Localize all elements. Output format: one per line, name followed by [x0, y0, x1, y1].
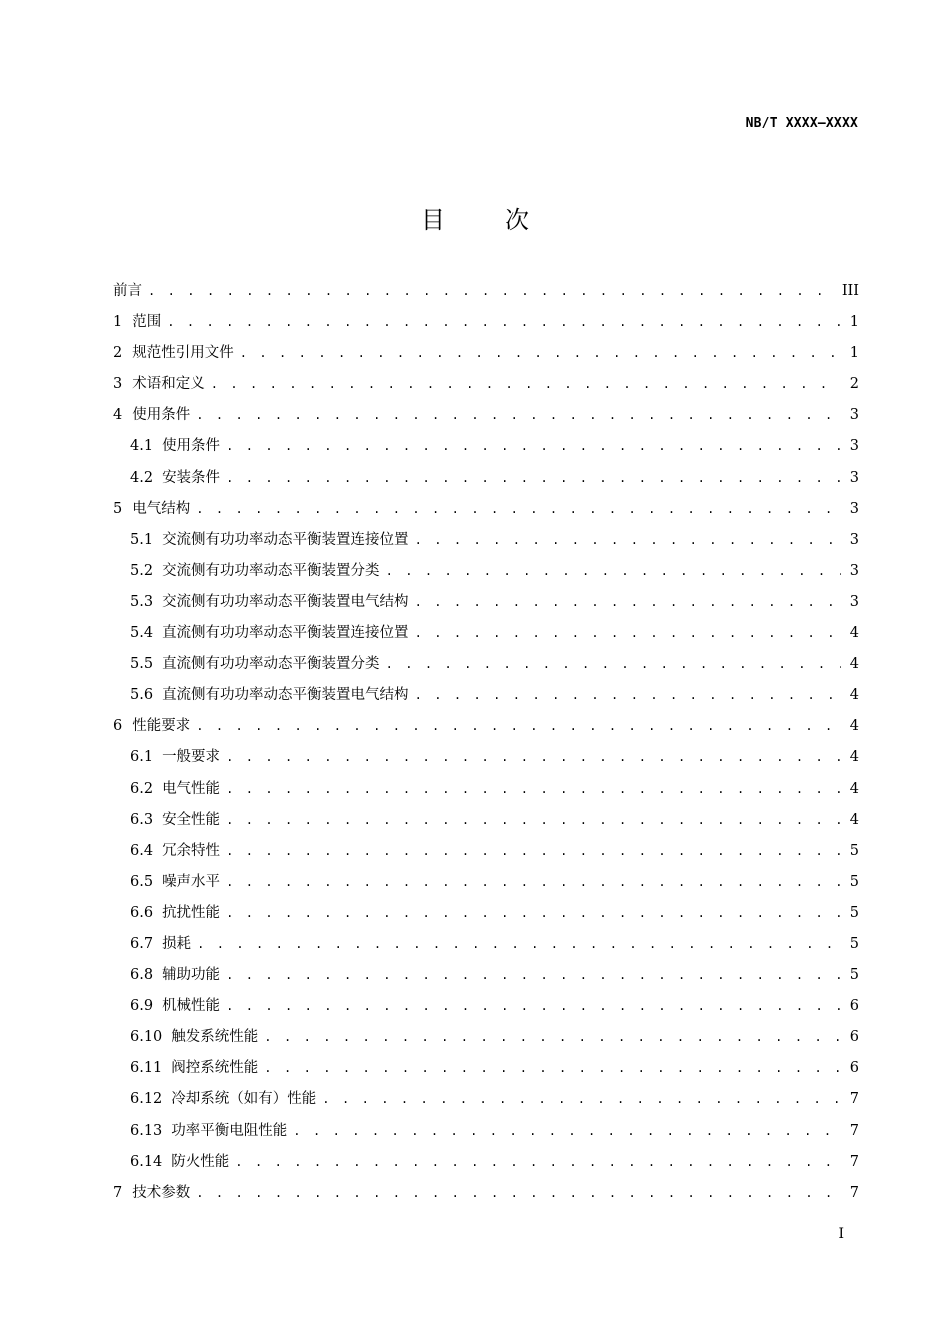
toc-entry-number: 6.1	[130, 749, 154, 766]
toc-entry[interactable]	[113, 714, 859, 745]
toc-dot-leader	[226, 777, 841, 802]
toc-entry-number: 6.8	[130, 967, 154, 984]
toc-entry-number: 4.2	[130, 469, 154, 486]
toc-dot-leader	[386, 652, 841, 677]
toc-dot-leader	[148, 279, 836, 304]
toc-entry-title: 功率平衡电阻性能	[171, 1122, 288, 1139]
toc-entry-title: 使用条件	[132, 407, 191, 424]
toc-dot-leader	[226, 466, 841, 491]
toc-dot-leader	[196, 403, 841, 428]
page-number: I	[838, 1226, 844, 1242]
toc-entry-title: 交流侧有功功率动态平衡装置连接位置	[162, 531, 409, 548]
toc-entry[interactable]	[113, 1056, 859, 1087]
toc-entry-number: 1	[113, 314, 123, 331]
toc-entry[interactable]	[113, 963, 859, 994]
toc-entry[interactable]	[113, 683, 859, 714]
toc-entry[interactable]	[113, 1119, 859, 1150]
toc-entry-title: 性能要求	[132, 718, 191, 735]
toc-entry[interactable]	[113, 1025, 859, 1056]
toc-entry-number: 6.13	[130, 1122, 163, 1139]
toc-entry-title: 触发系统性能	[171, 1029, 259, 1046]
toc-dot-leader	[264, 1056, 841, 1081]
toc-entry-page: 5	[849, 935, 859, 952]
toc-entry-page: 7	[849, 1184, 859, 1201]
toc-entry-title: 范围	[132, 314, 162, 331]
toc-dot-leader	[226, 994, 841, 1019]
toc-dot-leader	[196, 714, 841, 739]
toc-entry[interactable]	[113, 777, 859, 808]
toc-entry-page: 4	[849, 718, 859, 735]
toc-entry-title: 噪声水平	[162, 873, 221, 890]
toc-dot-leader	[293, 1119, 841, 1144]
toc-title-char: 目	[421, 206, 445, 234]
toc-entry[interactable]	[113, 559, 859, 590]
toc-entry-number: 6.5	[130, 873, 154, 890]
toc-entry-title: 前言	[113, 283, 142, 299]
toc-entry-title: 安全性能	[162, 811, 221, 828]
toc-entry-page: 6	[849, 1029, 859, 1046]
toc-entry-title: 交流侧有功功率动态平衡装置电气结构	[162, 593, 409, 610]
toc-dot-leader	[322, 1087, 841, 1112]
toc-dot-leader	[226, 901, 841, 926]
toc-entry-number: 6.6	[130, 904, 154, 921]
toc-entry-number: 6.10	[130, 1029, 163, 1046]
toc-entry[interactable]	[113, 1150, 859, 1181]
toc-entry-page: 3	[849, 593, 859, 610]
toc-entry-page: 7	[849, 1153, 859, 1170]
toc-entry-number: 5.2	[130, 562, 154, 579]
toc-dot-leader	[264, 1025, 841, 1050]
toc-dot-leader	[240, 341, 841, 366]
toc-entry[interactable]	[113, 870, 859, 901]
toc-entry[interactable]	[113, 372, 859, 403]
toc-entry-page: 1	[849, 345, 859, 362]
toc-dot-leader	[211, 372, 841, 397]
toc-entry-number: 5.1	[130, 531, 154, 548]
toc-dot-leader	[415, 590, 841, 615]
toc-entry-number: 5.3	[130, 593, 154, 610]
toc-entry-page: 2	[849, 376, 859, 393]
toc-entry-number: 6	[113, 718, 123, 735]
toc-dot-leader	[226, 434, 841, 459]
toc-entry[interactable]	[113, 403, 859, 434]
toc-entry-title: 辅助功能	[162, 967, 221, 984]
toc-dot-leader	[415, 528, 841, 553]
toc-entry-page: 7	[849, 1122, 859, 1139]
toc-entry[interactable]	[113, 901, 859, 932]
toc-entry-page: III	[841, 283, 859, 299]
toc-entry-page: 7	[849, 1091, 859, 1108]
toc-dot-leader	[386, 559, 841, 584]
toc-dot-leader	[415, 683, 841, 708]
toc-entry[interactable]	[113, 1181, 859, 1212]
toc-entry-title: 直流侧有功功率动态平衡装置连接位置	[162, 625, 409, 642]
toc-entry[interactable]	[113, 621, 859, 652]
toc-entry-page: 4	[849, 656, 859, 673]
toc-entry-title: 损耗	[162, 935, 192, 952]
toc-entry[interactable]	[113, 434, 859, 465]
toc-entry-title: 电气性能	[162, 780, 221, 797]
toc-entry-page: 3	[849, 438, 859, 455]
toc-entry-number: 6.14	[130, 1153, 163, 1170]
toc-entry-number: 3	[113, 376, 123, 393]
toc-entry-title: 电气结构	[132, 500, 191, 517]
toc-entry-title: 防火性能	[171, 1153, 230, 1170]
toc-entry-number: 6.4	[130, 842, 154, 859]
toc-dot-leader	[197, 932, 841, 957]
toc-entry[interactable]	[113, 994, 859, 1025]
toc-entry[interactable]	[113, 528, 859, 559]
toc-entry-title: 技术参数	[132, 1184, 191, 1201]
toc-entry[interactable]	[113, 497, 859, 528]
toc-entry-title: 直流侧有功功率动态平衡装置分类	[162, 656, 380, 673]
toc-dot-leader	[226, 870, 841, 895]
toc-dot-leader	[226, 745, 841, 770]
toc-entry-page: 5	[849, 967, 859, 984]
toc-title	[0, 200, 950, 235]
toc-entry-title: 机械性能	[162, 998, 221, 1015]
document-code: NB/T XXXX—XXXX	[745, 116, 858, 131]
toc-entry-page: 1	[849, 314, 859, 331]
toc-dot-leader	[415, 621, 841, 646]
toc-entry-page: 3	[849, 531, 859, 548]
toc-entry-page: 5	[849, 842, 859, 859]
toc-entry-page: 5	[849, 904, 859, 921]
toc-entry-number: 7	[113, 1184, 123, 1201]
toc-entry-title: 冷却系统（如有）性能	[171, 1091, 317, 1108]
toc-entry-number: 6.11	[130, 1060, 163, 1077]
toc-entry[interactable]	[113, 745, 859, 776]
toc-entry-number: 6.7	[130, 935, 154, 952]
toc-entry[interactable]	[113, 1087, 859, 1118]
toc-entry-title: 使用条件	[162, 438, 221, 455]
toc-entry-page: 4	[849, 749, 859, 766]
toc-entry-title: 阀控系统性能	[171, 1060, 259, 1077]
toc-entry-title: 抗扰性能	[162, 904, 221, 921]
toc-entry-number: 5.4	[130, 625, 154, 642]
toc-entry-page: 4	[849, 625, 859, 642]
toc-entry[interactable]	[113, 466, 859, 497]
toc-entry[interactable]	[113, 652, 859, 683]
toc-entry-number: 6.2	[130, 780, 154, 797]
toc-entry-number: 5	[113, 500, 123, 517]
toc-entry[interactable]	[113, 341, 859, 372]
toc-entry[interactable]	[113, 932, 859, 963]
toc-entry-title: 交流侧有功功率动态平衡装置分类	[162, 562, 380, 579]
toc-entry-number: 5.6	[130, 687, 154, 704]
toc-dot-leader	[226, 808, 841, 833]
toc-entry-page: 6	[849, 998, 859, 1015]
toc-entry-title: 冗余特性	[162, 842, 221, 859]
toc-entry-page: 4	[849, 780, 859, 797]
toc-entry-page: 4	[849, 687, 859, 704]
toc-entry-title: 术语和定义	[132, 376, 205, 393]
toc-entry-number: 4	[113, 407, 123, 424]
toc-entry-page: 6	[849, 1060, 859, 1077]
toc-dot-leader	[196, 1181, 841, 1206]
toc-entry[interactable]	[113, 310, 859, 341]
toc-entry-title: 安装条件	[162, 469, 221, 486]
toc-dot-leader	[235, 1150, 841, 1175]
toc-entry-title: 直流侧有功功率动态平衡装置电气结构	[162, 687, 409, 704]
toc-dot-leader	[226, 963, 841, 988]
toc-entry-page: 3	[849, 469, 859, 486]
toc-entry[interactable]	[113, 279, 859, 310]
toc-entry-number: 6.9	[130, 998, 154, 1015]
toc-entry-page: 3	[849, 562, 859, 579]
toc-dot-leader	[167, 310, 841, 335]
toc-entry-page: 3	[849, 407, 859, 424]
toc-entry-title: 一般要求	[162, 749, 221, 766]
toc-entry-number: 6.12	[130, 1091, 163, 1108]
toc-entry-number: 4.1	[130, 438, 154, 455]
toc-dot-leader	[196, 497, 841, 522]
toc-entry-page: 3	[849, 500, 859, 517]
toc-entry-number: 6.3	[130, 811, 154, 828]
toc-entry-number: 2	[113, 345, 123, 362]
toc-entry[interactable]	[113, 808, 859, 839]
toc-title-char: 次	[505, 206, 529, 234]
toc-dot-leader	[226, 839, 841, 864]
toc-entry[interactable]	[113, 839, 859, 870]
toc-list	[113, 279, 859, 1212]
toc-entry-number: 5.5	[130, 656, 154, 673]
toc-entry-page: 5	[849, 873, 859, 890]
toc-entry[interactable]	[113, 590, 859, 621]
toc-entry-title: 规范性引用文件	[132, 345, 234, 362]
toc-entry-page: 4	[849, 811, 859, 828]
